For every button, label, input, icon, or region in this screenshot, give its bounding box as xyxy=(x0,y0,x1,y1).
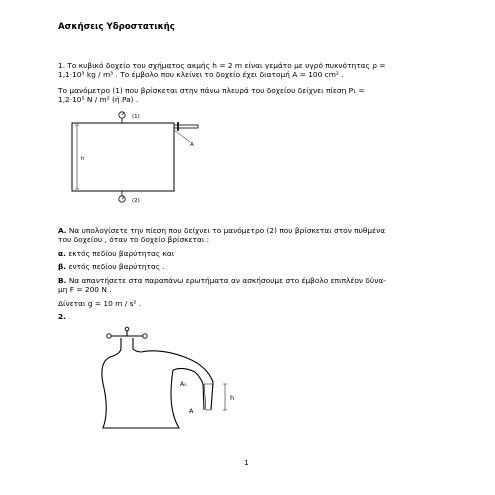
neck-right xyxy=(133,338,141,352)
question-B-line2: μη F = 200 N . xyxy=(58,285,112,294)
page-number: 1 xyxy=(244,458,249,468)
gauge-statement-line1: Το μανόμετρο (1) που βρίσκεται στην πάνω πλευρά του δοχείου δείχνει πίεση P₁ = xyxy=(58,86,365,95)
valve-knob-left xyxy=(107,334,111,338)
container-box xyxy=(72,123,174,191)
stream-area-label: A xyxy=(189,407,194,415)
faucet-tank-figure xyxy=(95,326,255,438)
question-B-line1: Β. Να απαντήσετε στα παραπάνω ερωτήματα αν ασκήσουμε στο έμβολο επιπλέον δύνα- xyxy=(58,276,386,285)
question-b: β. εντός πεδίου βαρύτητας . xyxy=(58,262,165,271)
spout-outer xyxy=(141,351,213,410)
spout-inner xyxy=(173,368,204,410)
exercise1-line1: 1. Το κυβικό δοχείο του σχήματος ακμής h = 2 m είναι γεμάτο με υγρό πυκνότητας ρ = xyxy=(58,61,386,70)
neck-left xyxy=(113,338,121,356)
outlet-area-label: A₀ xyxy=(180,381,187,388)
given-gravity: Δίνεται g = 10 m / s² . xyxy=(58,299,142,308)
gauge2-label: (2) xyxy=(132,198,140,204)
page-title: Ασκήσεις Υδροστατικής xyxy=(58,22,175,32)
gauge-statement-line2: 1,2·10⁵ N / m² (ή Pa) . xyxy=(58,95,139,104)
height-label: h xyxy=(230,394,235,402)
question-A-line2: του δοχείου , όταν το δοχείο βρίσκεται : xyxy=(58,235,210,244)
exercise1-line2: 1,1·10³ kg / m³ . Το έμβολο που κλείνει το δοχείο έχει διατομή Α = 100 cm² . xyxy=(58,70,344,79)
gauge1-label: (1) xyxy=(132,114,140,120)
exercise2-number: 2. xyxy=(58,312,66,321)
question-a: α. εκτός πεδίου βαρύτητας και xyxy=(58,249,175,258)
tank-body xyxy=(102,356,179,428)
valve-knob-right xyxy=(143,334,147,338)
piston-leader xyxy=(174,130,190,142)
question-A-line1: Α. Να υπολογίσετε την πίεση που δείχνει το μανόμετρο (2) που βρίσκεται στον πυθμένα xyxy=(58,226,386,235)
height-label: h xyxy=(81,156,85,162)
piston-label: A xyxy=(190,142,194,148)
container-figure xyxy=(60,108,220,210)
